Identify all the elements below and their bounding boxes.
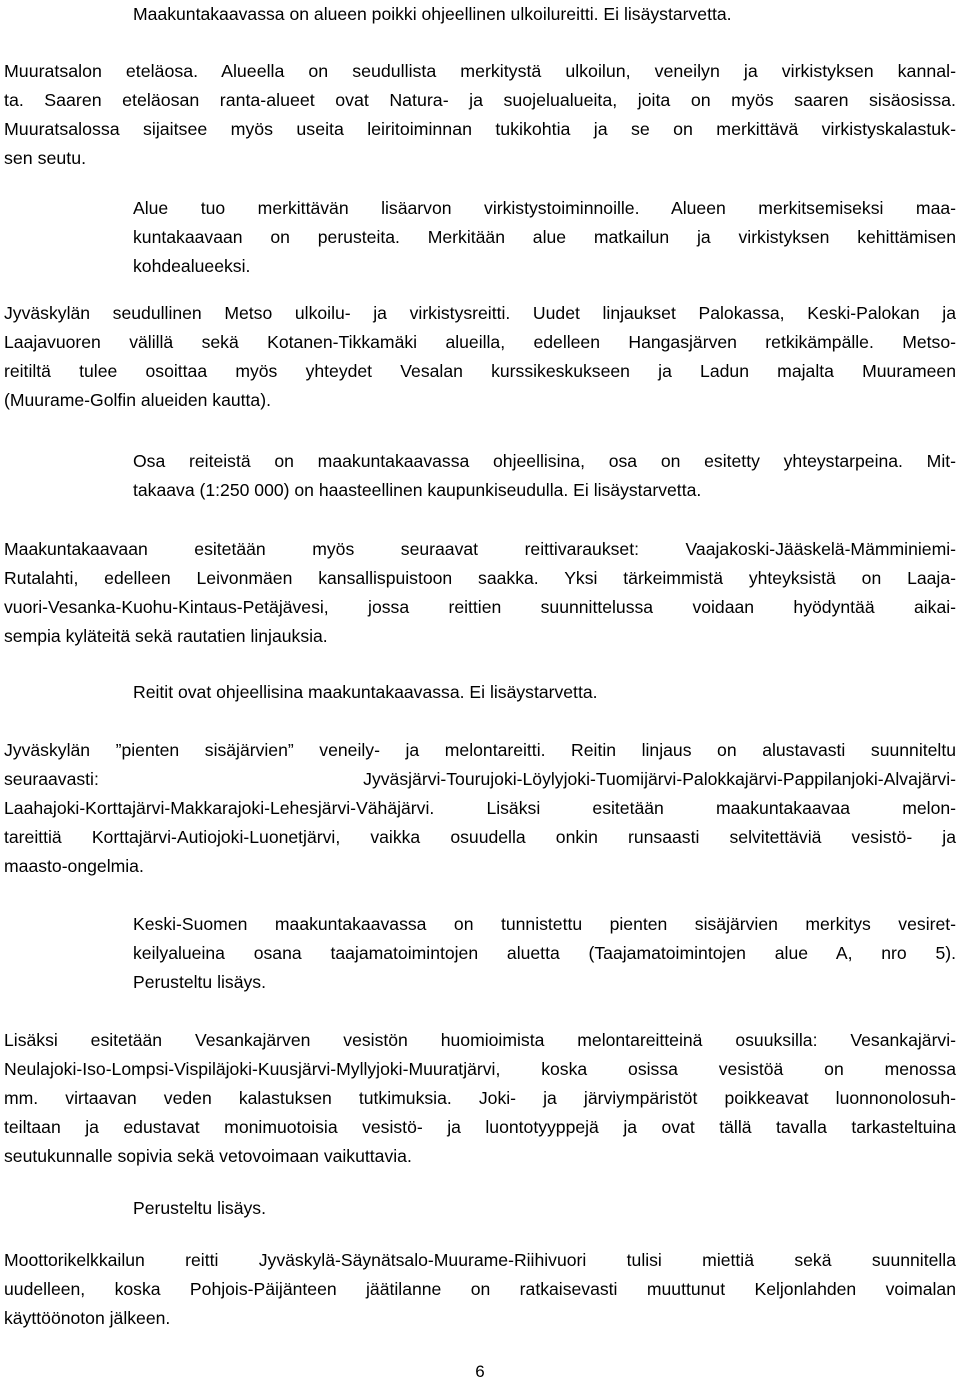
text-line: mm. virtaavan veden kalastuksen tutkimuksia. Joki- ja järviympäristöt poikkeavat luonnonolosuh- <box>4 1088 956 1108</box>
text-line: Rutalahti, edelleen Leivonmäen kansallispuistoon saakka. Yksi tärkeimmistä yhteyksistä on Laaja- <box>4 568 956 588</box>
paragraph-route-reservations-response <box>133 678 956 707</box>
text-line: Neulajoki-Iso-Lompsi-Vispiläjoki-Kuusjärvi-Myllyjoki-Muuratjärvi, koska osissa vesistöä on menossa <box>4 1059 956 1079</box>
text-line: seuraavasti: Jyväsjärvi-Tourujoki-Löylyjoki-Tuomijärvi-Palokkajärvi-Pappilanjoki-Alvajärvi- <box>4 769 956 789</box>
text-line: Muuratsalossa sijaitsee myös useita leiritoiminnan tukikohtia ja se on merkittävä virkistyskalastuk- <box>4 119 956 139</box>
text-line: Maakuntakaavaan esitetään myös seuraavat reittivaraukset: Vaajakoski-Jääskelä-Mämminiemi- <box>4 539 956 559</box>
text-line: reitiltä tulee osoittaa myös yhteydet Vesalan kurssikeskukseen ja Ladun majalta Muurameen <box>4 361 956 381</box>
text-line: Osa reiteistä on maakuntakaavassa ohjeellisina, osa on esitetty yhteystarpeina. Mit- <box>133 451 956 471</box>
text-line: maasto-ongelmia. <box>4 856 144 876</box>
text-line: Muuratsalon eteläosa. Alueella on seudullista merkitystä ulkoilun, veneilyn ja virkistyksen kannal- <box>4 61 956 81</box>
text-line: Reitit ovat ohjeellisina maakuntakaavassa. Ei lisäystarvetta. <box>133 682 598 702</box>
paragraph-route-reservations <box>4 535 956 651</box>
text-line: teiltaan ja edustavat monimuotoisia vesistö- ja luontotyyppejä ja ovat tällä tavalla tarkasteltuina <box>4 1117 956 1137</box>
text-line: seutukunnalle sopivia sekä vetovoimaan vaikuttavia. <box>4 1146 412 1166</box>
text-line: käyttöönoton jälkeen. <box>4 1308 171 1328</box>
paragraph-metso-route <box>4 299 956 415</box>
paragraph-metso-response <box>133 447 956 505</box>
text-line: kohdealueeksi. <box>133 256 251 276</box>
text-line: keilyalueina osana taajamatoimintojen aluetta (Taajamatoimintojen alue A, nro 5). <box>133 943 956 963</box>
text-line: Alue tuo merkittävän lisäarvon virkistystoiminnoille. Alueen merkitsemiseksi maa- <box>133 198 956 218</box>
text-line: Lisäksi esitetään Vesankajärven vesistön huomioimista melontareitteinä osuuksilla: Vesankajärvi- <box>4 1030 956 1050</box>
text-line: Perusteltu lisäys. <box>133 1198 266 1218</box>
text-line: Perusteltu lisäys. <box>133 972 266 992</box>
text-line: sen seutu. <box>4 148 87 168</box>
text-line: Jyväskylän ”pienten sisäjärvien” veneily- ja melontareitti. Reitin linjaus on alustavasti suunniteltu <box>4 740 956 760</box>
paragraph-lakes-response <box>133 910 956 997</box>
text-line: Keski-Suomen maakuntakaavassa on tunnistettu pienten sisäjärvien merkitys vesiret- <box>133 914 956 934</box>
paragraph-vesankajarvi-routes <box>4 1026 956 1171</box>
text-line: uudelleen, koska Pohjois-Päijänteen jäätilanne on ratkaisevasti muuttunut Keljonlahden voimalan <box>4 1279 956 1299</box>
paragraph-muuratsalo-response <box>133 194 956 281</box>
page-number: 6 <box>475 1362 485 1381</box>
text-line: vuori-Vesanka-Kuohu-Kintaus-Petäjävesi, jossa reittien suunnittelussa voidaan hyödyntää aikai- <box>4 597 956 617</box>
text-line: Laajavuoren välillä sekä Kotanen-Tikkamäki alueilla, edelleen Hangasjärven retkikämpälle. Metso- <box>4 332 956 352</box>
text-line: Maakuntakaavassa on alueen poikki ohjeellinen ulkoilureitti. Ei lisäystarvetta. <box>133 4 732 24</box>
paragraph-vesankajarvi-response <box>133 1194 956 1223</box>
paragraph-muuratsalo-intro-statement <box>133 0 956 29</box>
text-line: Laahajoki-Korttajärvi-Makkarajoki-Lehesjärvi-Vähäjärvi. Lisäksi esitetään maakuntakaavaa melon- <box>4 798 956 818</box>
paragraph-lakes-canoe-route <box>4 736 956 881</box>
text-line: Moottorikelkkailun reitti Jyväskylä-Säynätsalo-Muurame-Riihivuori tulisi miettiä sekä suunnitella <box>4 1250 956 1270</box>
text-line: sempia kyläteitä sekä rautatien linjauksia. <box>4 626 328 646</box>
text-line: Jyväskylän seudullinen Metso ulkoilu- ja virkistysreitti. Uudet linjaukset Palokassa, Keski-Palokan ja <box>4 303 956 323</box>
text-line: takaava (1:250 000) on haasteellinen kaupunkiseudulla. Ei lisäystarvetta. <box>133 480 702 500</box>
text-line: ta. Saaren eteläosan ranta-alueet ovat Natura- ja suojelualueita, joita on myös saaren sisäosissa. <box>4 90 956 110</box>
paragraph-snowmobile-route <box>4 1246 956 1333</box>
text-line: tareittiä Korttajärvi-Autiojoki-Luonetjärvi, vaikka osuudella onkin runsaasti selvitettäviä vesistö- ja <box>4 827 956 847</box>
paragraph-muuratsalo-south <box>4 57 956 173</box>
text-line: (Muurame-Golfin alueiden kautta). <box>4 390 271 410</box>
text-line: kuntakaavaan on perusteita. Merkitään alue matkailun ja virkistyksen kehittämisen <box>133 227 956 247</box>
